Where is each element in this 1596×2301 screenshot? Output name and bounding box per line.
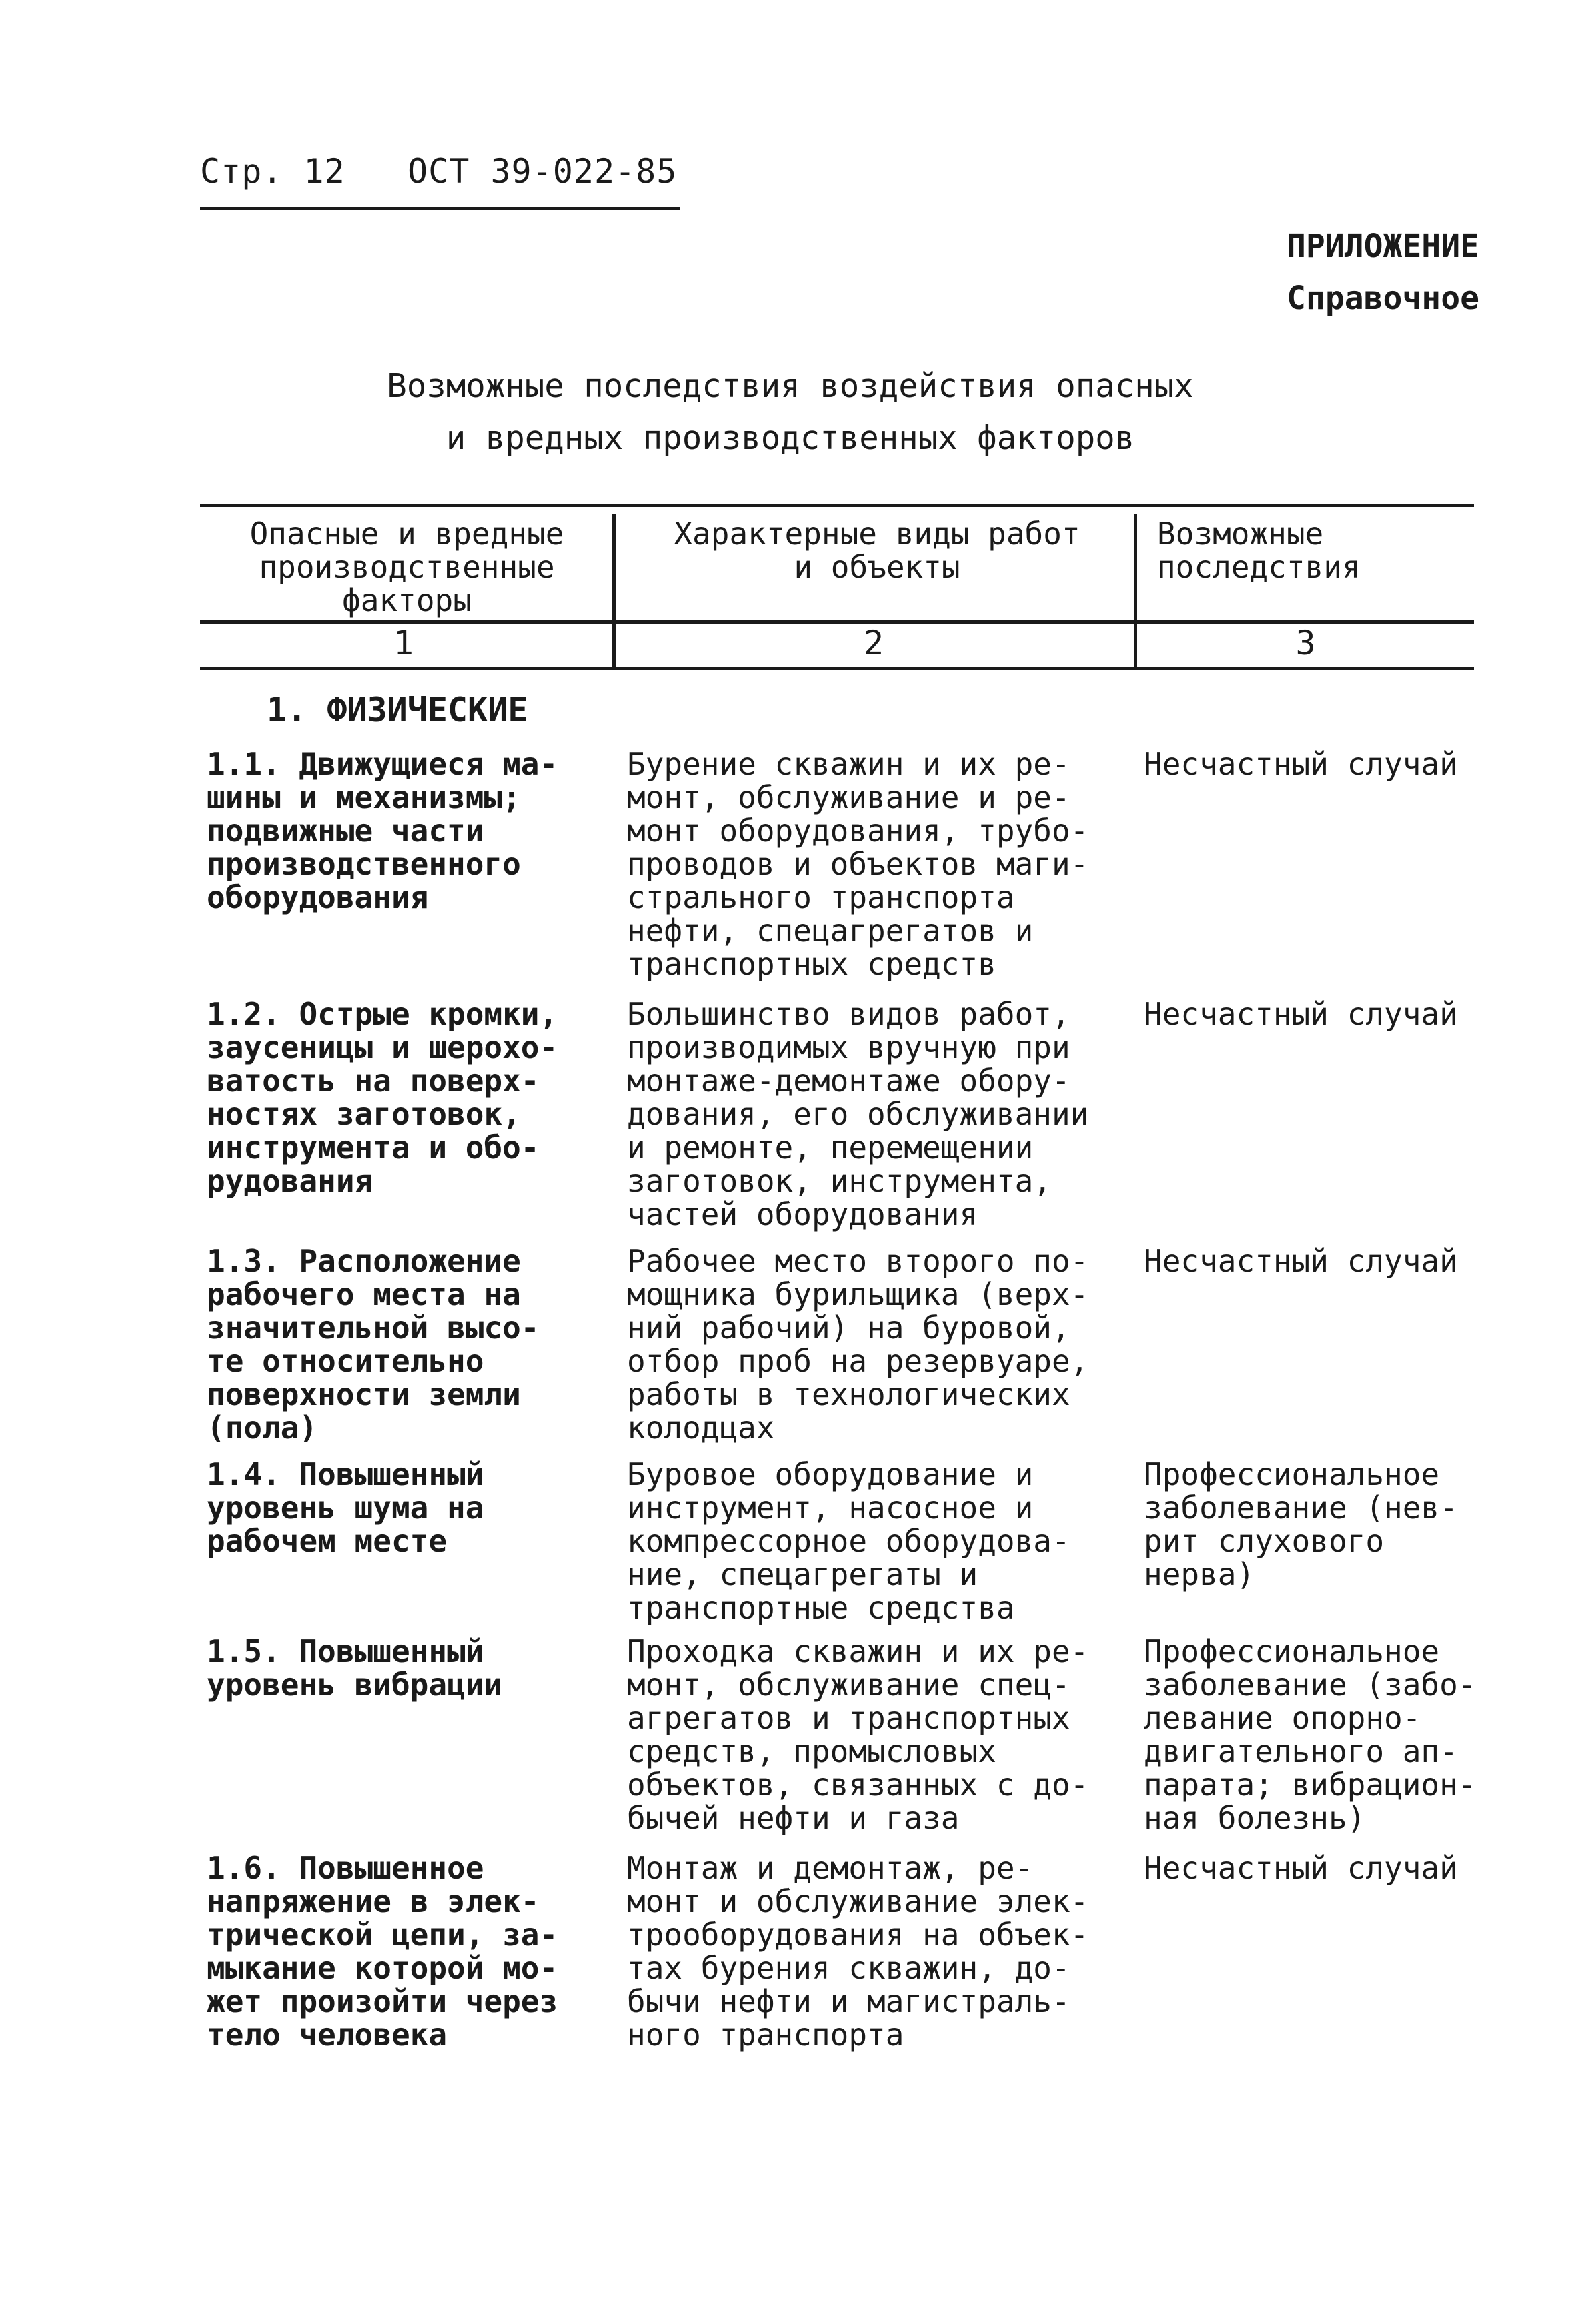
appendix-label: ПРИЛОЖЕНИЕ — [1287, 227, 1479, 265]
consequence-cell: Профессиональное заболевание (нев- рит слухового нерва) — [1144, 1456, 1458, 1592]
consequence-cell: Несчастный случай — [1144, 996, 1458, 1032]
factor-cell: 1.2. Острые кромки, заусеницы и шерохо- ватость на поверх- ностях заготовок, инструмента и обо- рудования — [207, 996, 558, 1199]
factor-cell: 1.1. Движущиеся ма- шины и механизмы; подвижные части производственного оборудования — [207, 746, 558, 915]
header-underline — [200, 207, 680, 210]
column-header-works: Характерные виды работ и объекты — [674, 516, 1080, 585]
appendix-type: Справочное — [1287, 280, 1479, 317]
works-cell: Проходка скважин и их ре- монт, обслуживание спец- агрегатов и транспортных средств, промысловых объектов, связанных с до- бычей нефти и газа — [627, 1633, 1089, 1836]
factor-cell: 1.5. Повышенный уровень вибрации — [207, 1633, 503, 1703]
works-cell: Бурение скважин и их ре- монт, обслуживание и ре- монт оборудования, трубо- проводов и объектов маги- стрального транспорта нефти, спецагрегатов и транспортных средств — [627, 746, 1089, 982]
number-row-rule — [200, 667, 1474, 670]
factor-cell: 1.3. Расположение рабочего места на значительной высо- те относительно поверхности земли (пола) — [207, 1243, 540, 1446]
title-line-1: Возможные последствия воздействия опасных — [387, 367, 1194, 405]
page-header — [200, 152, 677, 191]
section-heading: 1. ФИЗИЧЕСКИЕ — [267, 691, 528, 729]
column-separator-1 — [612, 514, 616, 667]
table-top-rule — [200, 504, 1474, 507]
consequence-cell: Несчастный случай — [1144, 1243, 1458, 1279]
column-number-1: 1 — [393, 624, 414, 662]
consequence-cell: Профессиональное заболевание (забо- левание опорно- двигательного ап- парата; вибрацион- ная болезнь) — [1144, 1633, 1477, 1836]
column-header-factors: Опасные и вредные производственные факторы — [249, 516, 564, 618]
works-cell: Монтаж и демонтаж, ре- монт и обслуживание элек- трооборудования на объек- тах бурения скважин, до- бычи нефти и магистраль- ного транспорта — [627, 1850, 1089, 2053]
title-line-2: и вредных производственных факторов — [446, 419, 1135, 457]
column-number-2: 2 — [863, 624, 884, 662]
works-cell: Большинство видов работ, производимых вручную при монтаже-демонтаже обору- дования, его обслуживании и ремонте, перемещении заготовок, инструмента, частей оборудования — [627, 996, 1089, 1232]
factor-cell: 1.4. Повышенный уровень шума на рабочем месте — [207, 1456, 484, 1559]
appendix-block — [1287, 220, 1479, 324]
factor-cell: 1.6. Повышенное напряжение в элек- трической цепи, за- мыкание которой мо- жет произойти через тело человека — [207, 1850, 558, 2053]
consequence-cell: Несчастный случай — [1144, 1850, 1458, 1886]
column-header-consequences: Возможные последствия — [1157, 516, 1361, 585]
works-cell: Рабочее место второго по- мощника бурильщика (верх- ний рабочий) на буровой, отбор проб на резервуаре, работы в технологических колодцах — [627, 1243, 1089, 1446]
consequence-cell: Несчастный случай — [1144, 746, 1458, 782]
works-cell: Буровое оборудование и инструмент, насосное и компрессорное оборудова- ние, спецагрегаты и транспортные средства — [627, 1456, 1070, 1626]
page-number: Стр. 12 — [200, 152, 345, 191]
document-title — [200, 360, 1381, 464]
standard-code: ОСТ 39-022-85 — [408, 152, 678, 191]
column-number-3: 3 — [1295, 624, 1316, 662]
